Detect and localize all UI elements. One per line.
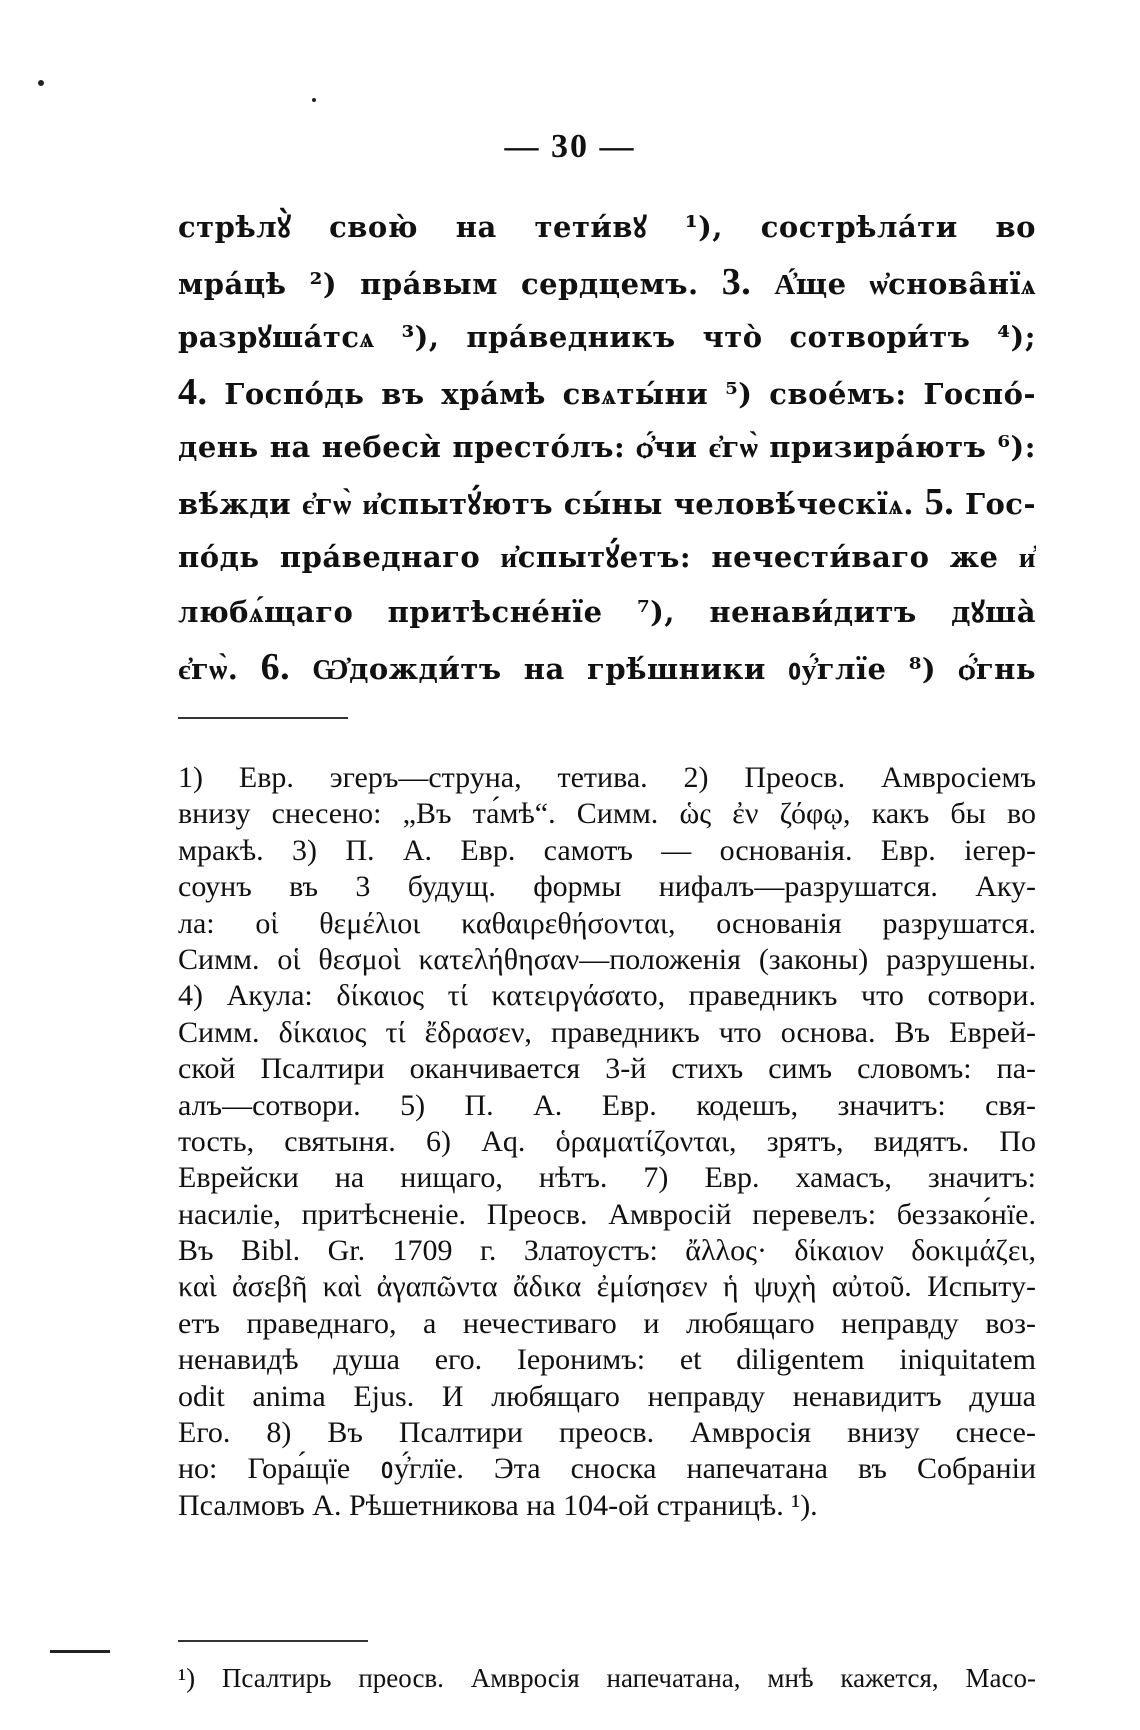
bottom-note-separator-rule bbox=[178, 1640, 368, 1642]
verse-number: 6. bbox=[260, 646, 291, 688]
footnote-line: Его. 8) Въ Псалтири преосв. Амвросія внизу снесе- bbox=[178, 1416, 1036, 1450]
footnote-line: Еврейски на нищаго, нѣтъ. 7) Евр. хамасъ, значитъ: bbox=[178, 1161, 1036, 1195]
footnote-line: мракѣ. 3) П. А. Евр. самотъ — основанія. Евр. іегер- bbox=[178, 833, 1036, 867]
slavonic-line: мра́цѣ ²) пра́вым сердцемъ. 3. А҆́ще ѡ҆снова̑нїѧ bbox=[178, 261, 1036, 303]
margin-speck-mark bbox=[312, 98, 316, 102]
footnote-line: odit anima Ejus. И любящаго неправду ненавидитъ душа bbox=[178, 1379, 1036, 1413]
margin-ink-dash bbox=[50, 1650, 110, 1653]
footnote-line: 1) Евр. эгеръ—струна, тетива. 2) Преосв. Амвросіемъ bbox=[178, 761, 1036, 794]
slavonic-line: є҆гѡ̀. 6. Ѡ҆дожди́тъ на грѣ́шники ᲂу҆́глїе ⁸) ѻ҆́гнь bbox=[178, 646, 1036, 688]
slavonic-line: день на небесѝ престо́лъ: ѻ҆́чи є҆гѡ̀ призира́ютъ ⁶): bbox=[178, 430, 1036, 464]
page-number: — 30 — bbox=[504, 128, 636, 165]
slavonic-line: разрꙋша́тсѧ ³), пра́ведникъ что̀ сотвори́тъ ⁴); bbox=[178, 320, 1036, 354]
slavonic-line: любѧ́щаго притѣсне́нїе ⁷), ненави́дитъ дꙋша̀ bbox=[178, 595, 1036, 629]
footnotes-block bbox=[178, 760, 1036, 1524]
footnote-line: καὶ ἀσεβῆ καὶ ἀγαπῶντα ἄδικα ἐμίσησεν ἡ ψυχὴ αὐτοῦ. Испыту- bbox=[178, 1270, 1036, 1304]
slavonic-line: 4. Госпо́дь въ хра́мѣ свѧты́ни ⁵) свое́мъ: Госпо́- bbox=[178, 371, 1036, 413]
verse-number: 5. bbox=[924, 481, 955, 523]
footnote-line: Симм. οἱ θεσμοὶ κατελήθησαν—положенія (законы) разрушены. bbox=[178, 942, 1036, 976]
slavonic-line: по́дь пра́веднаго и҆спытꙋ́етъ: нечести́ваго же и҆ bbox=[178, 540, 1036, 574]
slavonic-line: стрѣлꙋ̀ свою̀ на тети́вꙋ ¹), сострѣла́ти во bbox=[178, 210, 1036, 244]
footnote-line: ской Псалтири оканчивается 3-й стихъ симъ словомъ: па- bbox=[178, 1052, 1036, 1086]
bottom-footnote: ¹) Псалтирь преосв. Амвросія напечатана, мнѣ кажется, Масо- bbox=[178, 1663, 1036, 1693]
footnote-line: алъ—сотвори. 5) П. А. Евр. кодешъ, значитъ: свя- bbox=[178, 1088, 1036, 1122]
slavonic-line: вѣ́жди є҆гѡ̀ и҆спытꙋ́ютъ сы́ны человѣ́ческїѧ. 5. Гос- bbox=[178, 481, 1036, 523]
footnote-line: внизу снесено: „Въ та́мѣ“. Симм. ὡς ἐν ζόφῳ, какъ бы во bbox=[178, 797, 1036, 831]
verse-number: 3. bbox=[721, 261, 752, 303]
footnote-line: 4) Акула: δίκαιος τί κατειργάσατο, праведникъ что сотвори. bbox=[178, 979, 1036, 1013]
slavonic-text-block bbox=[178, 200, 1036, 695]
footnote-line: соунъ въ 3 будущ. формы нифалъ—разрушатся. Аку- bbox=[178, 870, 1036, 904]
margin-speck-mark bbox=[38, 80, 44, 86]
footnote-line: Въ Bibl. Gr. 1709 г. Златоустъ: ἄλλος· δίκαιον δοκιμάζει, bbox=[178, 1234, 1036, 1268]
footnote-line: етъ праведнаго, а нечестиваго и любящаго неправду воз- bbox=[178, 1306, 1036, 1340]
footnote-line: насиліе, притѣсненіе. Преосв. Амвросій перевелъ: беззако́нїе. bbox=[178, 1197, 1036, 1231]
footnote-line: ла: οἱ θεμέλιοι καθαιρεθήσονται, основанія разрушатся. bbox=[178, 906, 1036, 940]
footnote-line: ненавидѣ душа его. Іеронимъ: et diligentem iniquitatem bbox=[178, 1343, 1036, 1377]
footnote-line: но: Гора́щїе ᲂу҆́глїе. Эта сноска напечатана въ Собраніи bbox=[178, 1452, 1036, 1486]
verse-number: 4. bbox=[178, 371, 208, 413]
footnote-line: Псалмовъ А. Рѣшетникова на 104-ой страницѣ. ¹). bbox=[178, 1488, 818, 1522]
footnote-line: Симм. δίκαιος τί ἔδρασεν, праведникъ что основа. Въ Еврей- bbox=[178, 1015, 1036, 1049]
footnote-line: тость, святыня. 6) Aq. ὁραματίζονται, зрятъ, видятъ. По bbox=[178, 1124, 1036, 1158]
footnote-separator-rule bbox=[178, 717, 348, 719]
